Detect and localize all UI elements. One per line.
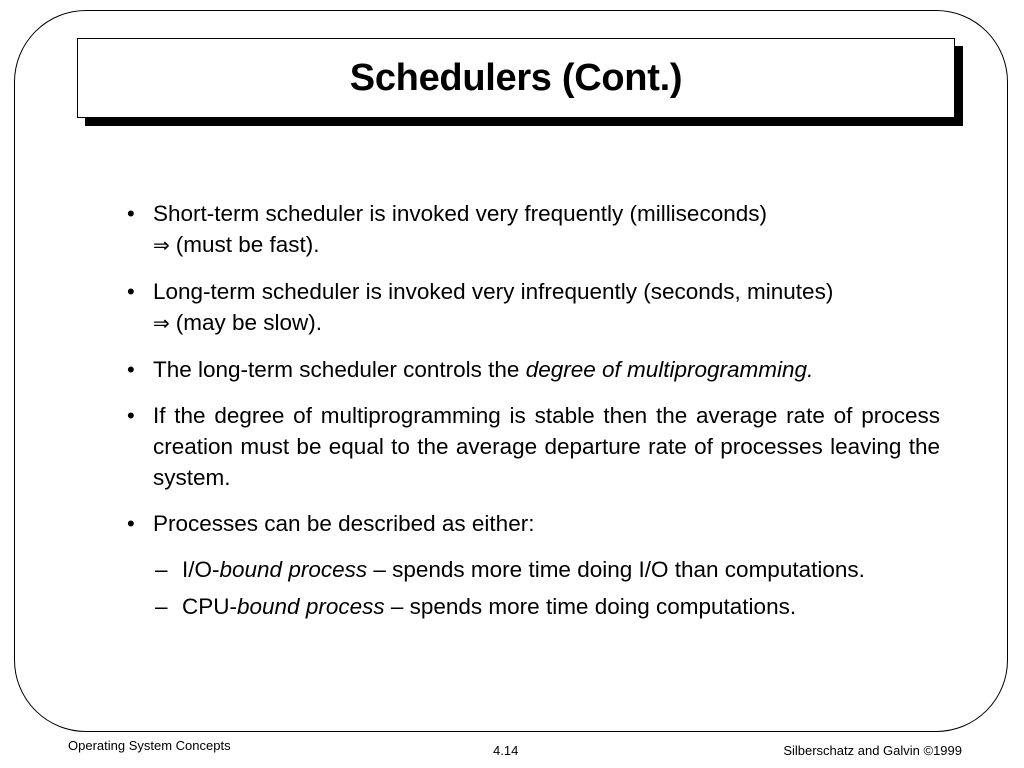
sub-bullet-item	[124, 591, 940, 622]
footer-copyright: Silberschatz and Galvin ©1999	[783, 743, 962, 758]
dash-marker: –	[155, 557, 168, 582]
dash-marker: –	[155, 594, 168, 619]
footer-course-title: Operating System Concepts	[68, 738, 231, 753]
slide-content	[124, 198, 940, 622]
title-box	[77, 38, 955, 118]
bullet-item	[124, 198, 940, 261]
bullet-dot: •	[127, 357, 135, 382]
bullet-item	[124, 400, 940, 493]
bullet-dot: •	[127, 279, 135, 304]
implies-arrow-icon: ⇒	[153, 233, 170, 257]
bullet-dot: •	[127, 403, 135, 428]
bullet-item	[124, 508, 940, 539]
sub-bullet-prefix: I/O-	[182, 557, 220, 582]
sub-bullet-rest: – spends more time doing I/O than computations.	[367, 557, 865, 582]
sub-bullet-item	[124, 554, 940, 585]
sub-bullet-italic: bound process	[237, 594, 385, 619]
sub-bullet-prefix: CPU-	[182, 594, 237, 619]
bullet-item	[124, 276, 940, 339]
slide-title: Schedulers (Cont.)	[349, 56, 683, 99]
bullet-line: (may be slow).	[175, 310, 323, 335]
bullet-text	[153, 198, 940, 261]
bullet-text: If the degree of multiprogramming is stable then the average rate of process creation must be equal to the average departure rate of processes leaving the system.	[153, 403, 940, 490]
bullet-item	[124, 354, 940, 385]
bullet-line: Short-term scheduler is invoked very frequently (milliseconds)	[153, 201, 767, 226]
bullet-dot: •	[127, 201, 135, 226]
bullet-line: (must be fast).	[175, 232, 320, 257]
implies-arrow-icon: ⇒	[153, 311, 170, 335]
bullet-text-italic: degree of multiprogramming.	[525, 357, 814, 382]
footer-page-number: 4.14	[493, 743, 519, 758]
bullet-text-plain: The long-term scheduler controls the	[153, 357, 526, 382]
bullet-line: Long-term scheduler is invoked very infrequently (seconds, minutes)	[153, 279, 834, 304]
sub-bullet-rest: – spends more time doing computations.	[384, 594, 797, 619]
bullet-text	[153, 354, 940, 385]
bullet-text	[153, 276, 940, 339]
bullet-text: Processes can be described as either:	[153, 511, 535, 536]
bullet-dot: •	[127, 511, 135, 536]
sub-bullet-italic: bound process	[219, 557, 368, 582]
